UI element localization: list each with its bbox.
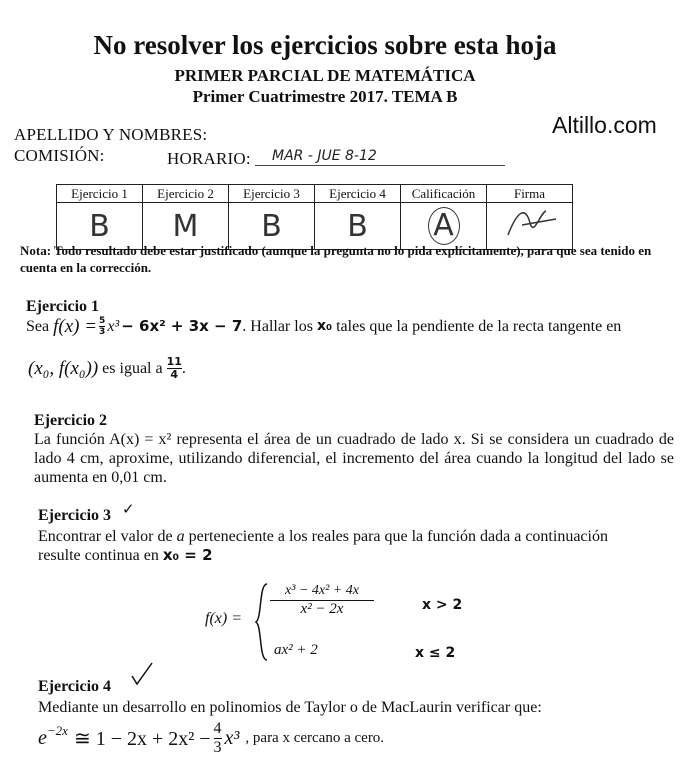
ej1-frac-den: 3 — [99, 327, 106, 337]
ej3-fx: f(x) = — [205, 610, 242, 627]
ej1-es-igual: es igual a — [102, 360, 163, 377]
comision-label: COMISIÓN: — [14, 146, 105, 165]
ej1-title: Ejercicio 1 — [26, 298, 100, 315]
ej1-value-num: 11 — [166, 355, 182, 368]
ej4-frac-num: 4 — [213, 720, 222, 737]
ej3-title: Ejercicio 3 — [38, 507, 112, 524]
ej3-x0eq: x₀ = 2 — [162, 546, 213, 564]
horario-value: MAR - JUE 8-12 — [272, 148, 377, 164]
ej2-title: Ejercicio 2 — [34, 412, 108, 429]
ej1-fx: f(x) = — [53, 316, 98, 337]
grade-header: Calificación — [401, 185, 487, 203]
ej1-x3: x³ — [107, 318, 120, 335]
grade-value: M — [143, 203, 229, 250]
ej4-formula — [38, 720, 384, 757]
grade-header: Ejercicio 3 — [229, 185, 315, 203]
grade-value: B — [229, 203, 315, 250]
ej1-end: . — [181, 360, 186, 377]
grade-header: Firma — [487, 185, 573, 203]
grades-table — [56, 184, 573, 250]
exam-instruction: No resolver los ejercicios sobre esta hoja — [93, 30, 557, 60]
ej3-a: a — [176, 528, 185, 545]
ej3-text1: Encontrar el valor de — [38, 528, 173, 545]
check-mark-icon: ✓ — [122, 500, 135, 518]
ej3-text3: resulte continua en — [38, 547, 159, 564]
check-mark-icon — [128, 660, 156, 688]
left-brace-icon — [254, 582, 270, 662]
ej1-frac-num: 5 — [99, 316, 106, 326]
grade-value: B — [57, 203, 143, 250]
ej4-frac — [214, 720, 222, 757]
apellido-label: APELLIDO Y NOMBRES: — [14, 125, 208, 144]
ej4-frac-den: 3 — [213, 739, 222, 756]
ej1-text: . Hallar los — [242, 318, 313, 335]
grade-header: Ejercicio 2 — [143, 185, 229, 203]
ej1-value-den: 4 — [167, 368, 182, 381]
ej4-x3: x³ — [224, 727, 240, 749]
ej3-cond1: x > 2 — [422, 597, 463, 613]
ej3-den: x² − 2x — [270, 600, 374, 618]
brand-watermark: Altillo.com — [552, 112, 657, 138]
ej4-exp: −2x — [46, 722, 68, 738]
ej1-x0: x₀ — [316, 318, 333, 334]
horario-underline — [255, 165, 505, 166]
ej1-text2: tales que la pendiente de la recta tangente en — [336, 318, 622, 335]
circled-grade: A — [428, 207, 460, 245]
grade-value: B — [315, 203, 401, 250]
ej2-text: La función A(x) = x² representa el área de un cuadrado de lado x. Si se considera un cuadrado de lado 4 cm, aproxime, utilizando diferencial, el incremento del área cuando la longitud del lado se aumenta en 0,01 cm. — [34, 431, 674, 486]
grade-header: Ejercicio 1 — [57, 185, 143, 203]
ej3-line2 — [38, 546, 213, 565]
grades-header-row — [57, 185, 573, 203]
grade-header: Ejercicio 4 — [315, 185, 401, 203]
ej4-title: Ejercicio 4 — [38, 678, 112, 695]
ej4-approx: ≅ 1 − 2x + 2x² − — [73, 728, 211, 750]
ej1-frac — [99, 316, 105, 337]
ej3-cond2: x ≤ 2 — [415, 645, 456, 661]
ej1-rest: − 6x² + 3x − 7 — [121, 317, 243, 335]
ej3-piece2: ax² + 2 — [274, 642, 318, 658]
ej3-text2: perteneciente a los reales para que la función dada a continuación — [188, 528, 608, 545]
exam-subtitle: Primer Cuatrimestre 2017. TEMA B — [192, 87, 458, 106]
ej1-sea: Sea — [26, 318, 50, 335]
ej1-point: (x₀, f(x₀)) — [28, 358, 99, 379]
ej4-text: Mediante un desarrollo en polinomios de Taylor o de MacLaurin verificar que: — [38, 699, 542, 716]
ej3-num: x³ − 4x² + 4x — [285, 583, 359, 598]
ej1-value-frac — [167, 356, 182, 381]
ej4-e: e — [38, 727, 47, 749]
ej3-line1 — [38, 527, 678, 546]
ej3-fraction — [270, 583, 374, 618]
ej1-line2 — [28, 356, 186, 381]
nota-paragraph: Nota: Todo resultado debe estar justificado (aunque la pregunta no lo pida explícitamente), para que sea tenido en cuenta en la corrección. — [20, 243, 652, 275]
ej1-line1 — [26, 316, 621, 337]
exam-title: PRIMER PARCIAL DE MATEMÁTICA — [174, 66, 476, 85]
signature-scribble — [500, 203, 560, 241]
ej4-tail: , para x cercano a cero. — [245, 730, 385, 746]
horario-label: HORARIO: — [167, 149, 251, 168]
